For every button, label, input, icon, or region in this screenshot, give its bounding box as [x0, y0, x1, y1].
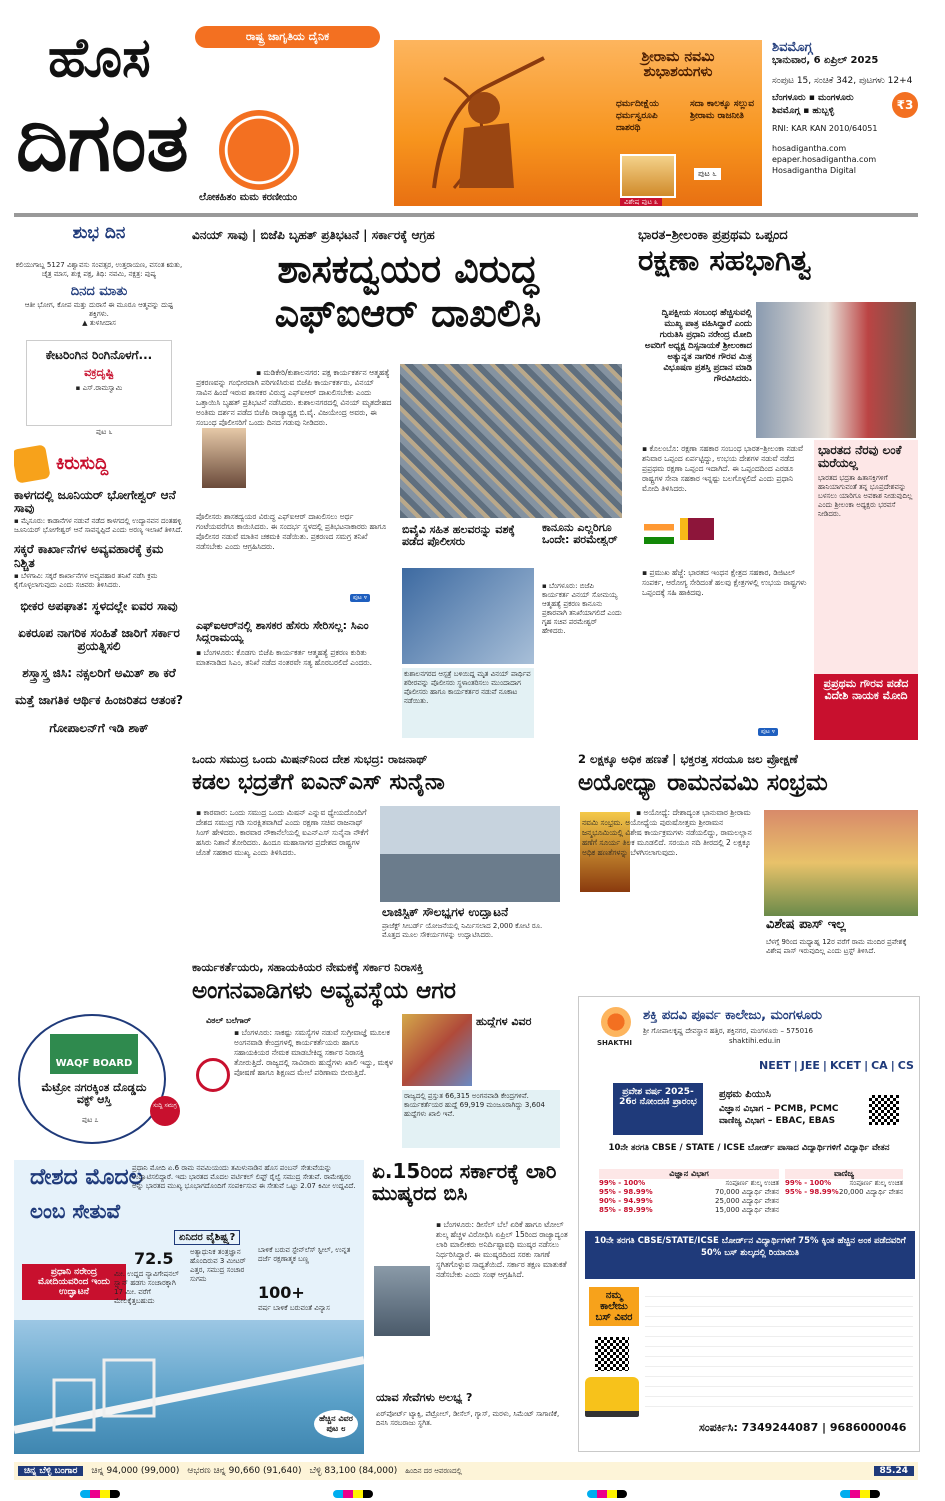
cmyk-mark-2 — [333, 1490, 373, 1498]
exam-4: CA — [871, 1059, 888, 1072]
kiru-item-1[interactable]: ಕಾಳಗದಲ್ಲಿ ಜೂನಿಯರ್ ಭೋಗೇಶ್ವರ್ ಆನೆ ಸಾವು — [14, 487, 176, 516]
footer-silver: ಬೆಳ್ಳಿ 83,100 (84,000) — [309, 1466, 398, 1476]
navy-body: ▪ ಕಾರವಾರ: ಒಂದು ಸಮುದ್ರ ಒಂದು ಮಿಷನ್ ಎನ್ನುವ ಧ್ಯೇಯದೊಂದಿಗೆ ದೇಶದ ಸಮುದ್ರ ಗಡಿ ಸುರಕ್ಷಿತವಾಗಿದೆ ಎಂದು ರಕ್ಷಣಾ ಸಚಿವ ರಾಜನಾಥ್ ಸಿಂಗ್ ಹೇಳಿದರು. ಕಾರವಾರ ನೌಕಾನೆಲೆಯಲ್ಲಿ ಐಎನ್‌ಎಸ್ ಸುನೈನಾ ನೌಕೆಗೆ ಹಸಿರು ನಿಶಾನೆ ತೋರಿದರು. ಹಿಂದೂ ಮಹಾಸಾಗರ ಪ್ರದೇಶದ ರಾಷ್ಟ್ರಗಳ ಜೊತೆ ಸಹಕಾರ ಮುಖ್ಯ ಎಂದು ತಿಳಿಸಿದರು. — [196, 808, 369, 857]
waqf-box[interactable] — [18, 1014, 166, 1144]
anganwadi-byline: ವಿಠಲ್ ಬಲೆಗಾರ್ — [206, 1016, 251, 1025]
lead-sub3-headline: ಎಫ್‌ಐಆರ್‌ನಲ್ಲಿ ಶಾಸಕರ ಹೆಸರು ಸೇರಿಸಲ್ಲ: ಸಿಎಂ ಸಿದ್ದರಾಮಯ್ಯ — [196, 620, 369, 645]
lead-sub1-photo — [402, 568, 534, 664]
srilanka-story — [638, 228, 920, 744]
exam-list: NEET | JEE | KCET | CA | CS — [759, 1059, 914, 1072]
price-badge — [892, 92, 918, 118]
bridge-stat-1: 72.5 — [134, 1250, 174, 1268]
footer-gold: ಚಿನ್ನ 94,000 (99,000) — [91, 1466, 180, 1476]
admission-box — [613, 1083, 703, 1135]
link-epaper[interactable]: epaper.hosadigantha.com — [772, 155, 877, 164]
bus-qr-icon[interactable] — [595, 1337, 629, 1371]
ad-web: shaktihi.edu.in — [729, 1037, 781, 1045]
lead-more-tag[interactable]: ಪುಟ ೪ — [350, 594, 370, 602]
anganwadi-facts-headline: ಹುದ್ದೆಗಳ ವಿವರ — [476, 1016, 532, 1028]
anganwadi-body: ▪ ಬೆಂಗಳೂರು: ಸಾಕಷ್ಟು ಸಮಸ್ಯೆಗಳ ನಡುವೆ ಸುಗ್ರೀವಾಜ್ಞೆ ಮೂಲಕ ಅಂಗನವಾಡಿ ಕೇಂದ್ರಗಳಲ್ಲಿ ಕಾರ್ಯಕರ್ತೆಯರು ಹಾಗೂ ಸಹಾಯಕಿಯರ ನೇಮಕ ಮಾಡಬೇಕಿದ್ದ ಸರ್ಕಾರ ನಿರಾಸಕ್ತಿ ತೋರುತ್ತಿದೆ. ರಾಜ್ಯದಲ್ಲಿ ಸಾವಿರಾರು ಹುದ್ದೆಗಳು ಖಾಲಿ ಇದ್ದು, ಮಕ್ಕಳ ಪೋಷಣೆ ಹಾಗೂ ಶಿಕ್ಷಣದ ಮೇಲೆ ಪರಿಣಾಮ ಬೀರುತ್ತಿದೆ. — [234, 1028, 393, 1077]
kiru-header — [14, 447, 184, 481]
link-website[interactable]: hosadigantha.com — [772, 144, 847, 153]
ayodhya-sub-body: ಬೆಳಗ್ಗೆ 9ರಿಂದ ಮಧ್ಯಾಹ್ನ 12ರ ವರೆಗೆ ರಾಮ ಮಂದಿರ ಪ್ರವೇಶಕ್ಕೆ ವಿಶೇಷ ಪಾಸ್ ಇರುವುದಿಲ್ಲ ಎಂದು ಟ್ರಸ್ಟ್ ತಿಳಿಸಿದೆ. — [766, 938, 907, 955]
dina-mathu-title: ದಿನದ ಮಾತು — [70, 283, 128, 299]
sci-row-2-range: 95% - 98.99% — [599, 1188, 653, 1196]
lorry-story — [372, 1160, 570, 1454]
sci-row-2-val: 70,000 ವಿದ್ಯಾರ್ಥಿ ವೇತನ — [715, 1188, 779, 1196]
ayodhya-kicker: 2 ಲಕ್ಷಕ್ಕೂ ಅಧಿಕ ಹಣತೆ | ಭಕ್ತರತ್ತ ಸರಯೂ ಜಲ ಪ್ರೋಕ್ಷಣೆ — [578, 752, 798, 766]
ad-bus-details-title: ನಮ್ಮ ಕಾಲೇಜು ಬಸ್ ವಿವರ — [589, 1287, 639, 1326]
panchanga: ಕಲಿಯುಗಾಬ್ದ 5127 ವಿಶ್ವಾವಸು ಸಂವತ್ಸರ, ಉತ್ತರಾಯಣ, ವಸಂತ ಋತು, ಚೈತ್ರ ಮಾಸ, ಶುಕ್ಲ ಪಕ್ಷ, ತಿಥಿ: ನವಮಿ, ನಕ್ಷತ್ರ: ಪುಷ್ಯ — [15, 260, 183, 278]
sci-row-1-val: ಸಂಪೂರ್ಣ ಶುಲ್ಕ ಉಚಿತ — [725, 1179, 779, 1187]
lead-headline-1: ಶಾಸಕದ್ವಯರ ವಿರುದ್ಧ — [277, 247, 539, 291]
ad-scholarship: 10ನೇ ತರಗತಿ CBSE / STATE / ICSE ಬೋರ್ಡ್ ಪಾಸಾದ ವಿದ್ಯಾರ್ಥಿಗಳಿಗೆ ವಿದ್ಯಾರ್ಥಿ ವೇತನ — [608, 1143, 890, 1153]
sci-row-3 — [599, 1197, 779, 1206]
masthead — [14, 26, 918, 216]
navy-sub-headline: ಲಾಜಿಸ್ಟಿಕ್ ಸೌಲಭ್ಯಗಳ ಉದ್ಘಾಟನೆ — [382, 906, 509, 919]
srilanka-headline: ರಕ್ಷಣಾ ಸಹಭಾಗಿತ್ವ — [638, 243, 812, 277]
ad-college-name: ಶಕ್ತಿ ಪದವಿ ಪೂರ್ವ ಕಾಲೇಜು, ಮಂಗಳೂರು — [643, 1009, 823, 1023]
banner-text-1: ಧರ್ಮದೀಕ್ಷೆಯ ಧರ್ಮಸ್ವರೂಪಿ ದಾಶರಥಿ — [616, 99, 659, 133]
bridge-vishesha: ಏನಿದರ ವೈಶಿಷ್ಟ್ಯ? — [174, 1230, 240, 1245]
edition-issue: ಸಂಪುಟ 15, ಸಂಚಿಕೆ 342, ಪುಟಗಳು 12+4 — [772, 76, 913, 86]
bridge-photo — [14, 1320, 364, 1454]
hand-icon — [14, 444, 51, 483]
srilanka-body-2: ▪ ಪ್ರಮುಖ ಹೆಜ್ಜೆ: ಭಾರತದ ಇಂಧನ ಕ್ಷೇತ್ರದ ಸಹಕಾರ, ಡಿಜಿಟಲ್ ಸಂಪರ್ಕ, ಆರೋಗ್ಯ ಸೇರಿದಂತೆ ಹಲವು ಕ್ಷೇತ್ರಗಳಲ್ಲಿ ಉಭಯ ರಾಷ್ಟ್ರಗಳು ಒಪ್ಪಂದಕ್ಕೆ ಸಹಿ ಹಾಕಿದವು. — [642, 568, 807, 597]
masthead-name-top: ಹೊಸ — [48, 28, 151, 88]
sci-row-3-val: 25,000 ವಿದ್ಯಾರ್ಥಿ ವೇತನ — [715, 1197, 779, 1205]
anganwadi-logo-icon — [196, 1058, 230, 1092]
price-text: ₹3 — [896, 98, 914, 112]
navy-headline: ಕಡಲ ಭದ್ರತೆಗೆ ಐಎನ್‌ಎಸ್ ಸುನೈನಾ — [192, 770, 445, 795]
sci-row-1 — [599, 1179, 779, 1188]
bridge-headline-2: ಲಂಬ ಸೇತುವೆ — [30, 1200, 121, 1222]
waqf-label: WAQF BOARD — [55, 1058, 133, 1069]
exam-3: KCET — [829, 1059, 862, 1072]
srilanka-side-headline: ಭಾರತದ ನೆರವು ಲಂಕೆ ಮರೆಯಲ್ಲ — [818, 443, 902, 471]
bridge-sub: ಪ್ರಧಾನಿ ನರೇಂದ್ರ ಮೋದಿಯವರಿಂದ ಇಂದು ಉದ್ಘಾಟನೆ — [22, 1264, 126, 1300]
sci-row-4 — [599, 1206, 779, 1215]
anganwadi-story — [192, 960, 564, 1152]
ayodhya-body: ▪ ಅಯೋಧ್ಯೆ: ದೇಶಾದ್ಯಂತ ಭಾನುವಾರ ಶ್ರೀರಾಮ ನವಮಿ ಸಂಭ್ರಮ. ಅಯೋಧ್ಯೆಯ ಪುರುಷೋತ್ತಮ ಶ್ರೀರಾಮನ ಜನ್ಮಭೂಮಿಯಲ್ಲಿ ವಿಶೇಷ ಕಾರ್ಯಕ್ರಮಗಳು ನಡೆಯಲಿದ್ದು, ರಾಮಲಲ್ಲಾನ ಹಣೆಗೆ ಸೂರ್ಯ ತಿಲಕ ಮೂಡಲಿದೆ. ಸರಯೂ ನದಿ ತೀರದಲ್ಲಿ 2 ಲಕ್ಷಕ್ಕೂ ಅಧಿಕ ಹಣತೆಗಳನ್ನು ಬೆಳಗಿಸಲಾಗುವುದು. — [582, 808, 752, 857]
left-column — [14, 224, 184, 1152]
puc-label: ಪ್ರಥಮ ಪಿಯುಸಿ — [719, 1089, 771, 1100]
column-headline: ಕೇಟರಿಂಗಿನ ರಿಂಗಿನೊಳಗೆ... — [45, 347, 153, 362]
sci-row-1-range: 99% - 100% — [599, 1179, 646, 1187]
lead-protest-photo — [400, 364, 622, 518]
qr-code-icon[interactable] — [869, 1095, 899, 1125]
sci-row-4-val: 15,000 ವಿದ್ಯಾರ್ಥಿ ವೇತನ — [715, 1206, 779, 1214]
sci-row-2 — [599, 1188, 779, 1197]
link-digital[interactable]: Hosadigantha Digital — [772, 166, 856, 175]
edition-3[interactable]: ಶಿವಮೊಗ್ಗ — [772, 106, 800, 116]
com-row-1-val: ಸಂಪೂರ್ಣ ಶುಲ್ಕ ಉಚಿತ — [849, 1179, 903, 1187]
exam-2: JEE — [800, 1059, 820, 1072]
anganwadi-children-photo — [402, 1014, 472, 1086]
com-table — [785, 1169, 903, 1197]
rni: RNI: KAR KAN 2010/64051 — [772, 124, 878, 133]
srilanka-body: ▪ ಕೊಲಂಬೊ: ರಕ್ಷಣಾ ಸಹಕಾರ ಸಂಬಂಧ ಭಾರತ–ಶ್ರೀಲಂಕಾ ನಡುವೆ ಶನಿವಾರ ಒಪ್ಪಂದ ಏರ್ಪಟ್ಟಿದ್ದು, ಉಭಯ ದೇಶಗಳ ನಡುವೆ ನಡೆದ ಪ್ರಪ್ರಥಮ ರಕ್ಷಣಾ ಒಪ್ಪಂದ ಇದಾಗಿದೆ. ಈ ಒಪ್ಪಂದದಿಂದ ಎರಡೂ ರಾಷ್ಟ್ರಗಳ ಸೇನಾ ಸಹಕಾರ ಇನ್ನಷ್ಟು ಬಲಗೊಳ್ಳಲಿದೆ ಎಂದು ಪ್ರಧಾನಿ ಮೋದಿ ತಿಳಿಸಿದರು. — [642, 444, 804, 493]
lead-sub2-headline: ಕಾನೂನು ಎಲ್ಲರಿಗೂ ಒಂದೇ: ಪರಮೇಶ್ವರ್ — [542, 522, 618, 547]
masthead-name-bottom: ದಿಗಂತ — [16, 98, 189, 186]
slogan-text: ರಾಷ್ಟ್ರ ಜಾಗೃತಿಯ ದೈನಿಕ — [245, 30, 330, 43]
cmyk-mark-1 — [80, 1490, 120, 1498]
banner-special-text: ವಿಶೇಷ ಪುಟ ೩ — [624, 198, 659, 206]
navy-ship-photo — [380, 806, 560, 902]
anganwadi-headline: ಅಂಗನವಾಡಿಗಳು ಅವ್ಯವಸ್ಥೆಯ ಆಗರ — [192, 978, 456, 1004]
slogan-badge — [195, 26, 380, 48]
edition-4[interactable]: ಹುಬ್ಬಳ್ಳಿ — [812, 106, 835, 116]
waqf-page: ಪುಟ ೭ — [82, 1116, 99, 1124]
award-text: ಪ್ರಪ್ರಥಮ ಗೌರವ ಪಡೆದ ವಿದೇಶಿ ನಾಯಕ ಮೋದಿ — [823, 677, 909, 703]
ad-streams: ವಿಜ್ಞಾನ ವಿಭಾಗ – PCMB, PCMC ವಾಣಿಜ್ಯ ವಿಭಾಗ – EBAC, EBAS — [719, 1104, 839, 1126]
logo-sun-icon — [219, 110, 299, 190]
shubha-dina-title: ಶುಭ ದಿನ — [72, 224, 126, 243]
bridge-body: ಪ್ರಧಾನಿ ಮೋದಿ ಏ.6 ರಾಮ ನವಮಿಯಂದು ತಮಿಳುನಾಡಿನ ಹೊಸ ಪಂಬನ್ ಸೇತುವೆಯನ್ನು ಉದ್ಘಾಟಿಸಲಿದ್ದಾರೆ. ಇದು ಭಾರತದ ಮೊದಲ ವರ್ಟಿಕಲ್ ಲಿಫ್ಟ್ ರೈಲ್ವೆ ಸಮುದ್ರ ಸೇತುವೆ. ರಾಮೇಶ್ವರಂ ಅನ್ನು ಭಾರತದ ಮುಖ್ಯ ಭೂಭಾಗದೊಂದಿಗೆ ಸಂಪರ್ಕಿಸುವ ಈ ಸೇತುವೆ ಒಟ್ಟು 2.07 ಕಿಮೀ ಉದ್ದವಿದೆ. — [132, 1164, 356, 1190]
lead-headline-2: ಎಫ್‌ಐಆರ್ ದಾಖಲಿಸಿ — [274, 290, 542, 335]
com-table-title: ವಾಣಿಜ್ಯ — [785, 1169, 903, 1179]
lorry-body: ▪ ಬೆಂಗಳೂರು: ಡೀಸೆಲ್ ಬೆಲೆ ಏರಿಕೆ ಹಾಗೂ ಟೋಲ್ ಶುಲ್ಕ ಹೆಚ್ಚಳ ವಿರೋಧಿಸಿ ಏಪ್ರಿಲ್ 15ರಿಂದ ರಾಜ್ಯಾದ್ಯಂತ ಲಾರಿ ಮಾಲೀಕರು ಅನಿರ್ದಿಷ್ಟಾವಧಿ ಮುಷ್ಕರ ನಡೆಸಲು ನಿರ್ಧರಿಸಿದ್ದಾರೆ. ಈ ಮುಷ್ಕರದಿಂದ ಸರಕು ಸಾಗಣೆ ಸ್ಥಗಿತಗೊಳ್ಳುವ ಸಾಧ್ಯತೆಯಿದೆ. ಸರ್ಕಾರ ತಕ್ಷಣ ಮಾತುಕತೆ ನಡೆಸಬೇಕು ಎಂದು ಸಂಘ ಆಗ್ರಹಿಸಿದೆ. — [436, 1220, 568, 1279]
dina-mathu-text: ಆತೀ ಭೋಗ, ಕೋಪ ಮತ್ತು ದುರಾಸೆ ಈ ಮೂರೂ ಆತ್ಮವನ್ನು ದುಷ್ಟ ಶಕ್ತಿಗಳು. — [24, 300, 174, 318]
column-box[interactable] — [26, 340, 172, 426]
bridge-stat-3-text: ಬಾಳಿಕೆ ಬರುವ ಸ್ಟೇನ್‌ಲೆಸ್ ಸ್ಟೀಲ್, ಉನ್ನತ ದರ್ಜೆ ರಕ್ಷಣಾತ್ಮಕ ಬಣ್ಣ — [258, 1246, 351, 1263]
india-flag-icon — [644, 524, 674, 544]
footer-note: ಹಿಂದಿನ ದರ ಆವರಣದಲ್ಲಿ — [405, 1466, 462, 1475]
com-row-1-range: 99% - 100% — [785, 1179, 832, 1187]
edition-2[interactable]: ಮಂಗಳೂರು — [818, 93, 854, 103]
bridge-story — [14, 1160, 364, 1454]
lead-kicker: ವಿನಯ್ ಸಾವು | ಬಿಜೆಪಿ ಬೃಹತ್ ಪ್ರತಿಭಟನೆ | ಸರ್ಕಾರಕ್ಕೆ ಆಗ್ರಹ — [192, 228, 435, 242]
column-name: ವಕ್ರದೃಷ್ಟಿ — [84, 366, 114, 380]
banner-special-tag — [620, 198, 662, 206]
kiru-body-2: ▪ ಬೆಳಗಾವಿ: ಸಕ್ಕರೆ ಕಾರ್ಖಾನೆಗಳ ಅವ್ಯವಹಾರ ತನಿಖೆ ನಡೆಸಿ ಕ್ರಮ ಕೈಗೊಳ್ಳಲಾಗುವುದು ಎಂದು ಸಚಿವರು ತಿಳಿಸಿದರು. — [14, 571, 158, 589]
ad-address: ಶ್ರೀ ಗೋಪಾಲಕೃಷ್ಣ ದೇವಸ್ಥಾನ ಹತ್ತಿರ, ಶಕ್ತಿನಗರ, ಮಂಗಳೂರು – 575016 — [643, 1027, 813, 1035]
bridge-stat-4: 100+ — [258, 1284, 305, 1302]
ad-bus-offer: 10ನೇ ತರಗತಿ CBSE/STATE/ICSE ಬೋರ್ಡ್‌ನ ವಿದ್ಯಾರ್ಥಿಗಳಿಗೆ 75% ಕ್ಕಿಂತ ಹೆಚ್ಚಿನ ಅಂಕ ಪಡೆದವರಿಗೆ 50% ಬಸ್ ಶುಲ್ಕದಲ್ಲಿ ರಿಯಾಯಿತಿ — [585, 1231, 915, 1279]
footer-gold2: ಆಭರಣ ಚಿನ್ನ 90,660 (91,640) — [187, 1466, 302, 1476]
admission-text: ಪ್ರವೇಶ ವರ್ಷ 2025-26ರ ನೋಂದಣಿ ಪ್ರಾರಂಭ — [619, 1087, 697, 1107]
dina-mathu-source: ▲ ತುಳಸೀದಾಸ — [82, 318, 116, 327]
footer-label: ಚಿನ್ನ ಬೆಳ್ಳಿ ಬಂಗಾರ — [18, 1466, 83, 1476]
sci-table — [599, 1169, 779, 1215]
lead-sub2-body: ▪ ಬೆಂಗಳೂರು: ಬಿಜೆಪಿ ಕಾರ್ಯಕರ್ತ ವಿನಯ್ ಸೋಮಯ್ಯ ಆತ್ಮಹತ್ಯೆ ಪ್ರಕರಣ ಕಾನೂನು ಪ್ರಕಾರವಾಗಿ ತನಿಖೆಯಾಗಲಿದೆ ಎಂದು ಗೃಹ ಸಚಿವ ಪರಮೇಶ್ವರ್ ಹೇಳಿದರು. — [542, 582, 622, 635]
rama-idol-thumb — [620, 154, 676, 198]
srilanka-side — [814, 440, 918, 680]
ramanavami-banner — [394, 40, 762, 206]
lorry-sub-body: ಏರ್‌ಪೋರ್ಟ್ ಟ್ಯಾಕ್ಸಿ, ಪೆಟ್ರೋಲ್, ಡೀಸೆಲ್, ಗ್ಯಾಸ್, ಮರಳು, ಸಿಮೆಂಟ್ ಸಾಗಾಣಿಕೆ, ದಿನಸಿ ಸರಬರಾಜು ಸ್ಥಗಿತ. — [376, 1410, 560, 1427]
tagline: ಲೋಕಹಿತಂ ಮಮ ಕರಣೀಯಂ — [199, 192, 298, 203]
navy-story — [192, 752, 564, 952]
ayodhya-headline: ಅಯೋಧ್ಯಾ ರಾಮನವಮಿ ಸಂಭ್ರಮ — [578, 770, 828, 796]
cmyk-mark-4 — [840, 1490, 880, 1498]
kiru-item-2[interactable]: ಸಕ್ಕರೆ ಕಾರ್ಖಾನೆಗಳ ಅವ್ಯವಹಾರಕ್ಕೆ ಕ್ರಮ ನಿಶ್ಚಿತ — [14, 542, 164, 570]
srilanka-flag-icon — [680, 518, 714, 540]
anganwadi-kicker: ಕಾರ್ಯಕರ್ತೆಯರು, ಸಹಾಯಕಿಯರ ನೇಮಕಕ್ಕೆ ಸರ್ಕಾರ ನಿರಾಸಕ್ತಿ — [192, 960, 424, 974]
sudhi-samagra-badge — [150, 1096, 180, 1126]
shakthi-logo-icon — [601, 1007, 631, 1037]
edition-city: ಶಿವಮೊಗ್ಗ — [772, 40, 813, 55]
ayodhya-story — [578, 752, 920, 986]
rama-archer-icon — [414, 48, 554, 198]
exam-1: NEET — [759, 1059, 791, 1072]
srilanka-more-tag[interactable]: ಪುಟ ೪ — [758, 728, 778, 736]
bridge-more-tag[interactable]: ಹೆಚ್ಚಿನ ವಿವರ ಪುಟ ೮ — [314, 1410, 358, 1438]
masthead-rule — [14, 213, 918, 217]
navy-sub-body: ಪ್ರಾಜೆಕ್ಟ್ ಸೀಬರ್ಡ್ ಯೋಜನೆಯಲ್ಲಿ ನಿರ್ಮಿಸಲಾದ 2,000 ಕೋಟಿ ರೂ. ಮೊತ್ತದ ಮೂಲ ಸೌಕರ್ಯಗಳನ್ನು ಉದ್ಘಾಟಿಸಿದರು. — [382, 922, 543, 939]
bridge-stat-4-text: ವರ್ಷ ಬಾಳಿಕೆ ಬರುವಂತೆ ವಿನ್ಯಾಸ — [258, 1304, 330, 1312]
modi-dissanayake-photo — [756, 302, 916, 438]
kiru-item-7[interactable]: ಗೋಪಾಲನ್‌ಗೆ ಇಡಿ ಶಾಕ್ — [49, 720, 149, 735]
column-author: ▪ ಎಸ್.ರಾಮಸ್ವಾಮಿ — [75, 384, 123, 393]
column-page: ಪುಟ ೬ — [96, 427, 113, 436]
sci-row-3-range: 90% - 94.99% — [599, 1197, 653, 1205]
exam-5: CS — [897, 1059, 914, 1072]
bus-icon — [585, 1377, 639, 1417]
anganwadi-facts: ರಾಜ್ಯದಲ್ಲಿ ಪ್ರಸ್ತುತ 66,315 ಅಂಗನವಾಡಿ ಕೇಂದ್ರಗಳಿವೆ. ಕಾರ್ಯಕರ್ತೆಯರ ಹುದ್ದೆ 69,919 ಮಂಜೂರಾಗಿದ್ದು 3,604 ಹುದ್ದೆಗಳು ಖಾಲಿ ಇವೆ. — [402, 1090, 560, 1148]
com-row-2 — [785, 1188, 903, 1197]
bridge-stat-1-text: ಮೀ. ಉದ್ದದ ನ್ಯಾವಿಗೇಷನಲ್ ಸ್ಪ್ಯಾನ್ ಹಡಗು ಸಂಚಾರಕ್ಕಾಗಿ 17 ಮೀ. ವರೆಗೆ ಮೇಲಕ್ಕೆತ್ತಬಹುದು — [114, 1270, 179, 1305]
bus-routes — [645, 1287, 913, 1411]
sudhi-text: ಸುದ್ದಿ ಸಮಗ್ರ — [153, 1102, 177, 1109]
edition-date: ಭಾನುವಾರ, 6 ಏಪ್ರಿಲ್ 2025 — [772, 55, 879, 66]
srilanka-quote: ದ್ವಿಪಕ್ಷೀಯ ಸಂಬಂಧ ಹೆಚ್ಚಿಸುವಲ್ಲಿ ಮುಖ್ಯ ಪಾತ್ರ ವಹಿಸಿದ್ದಾರೆ ಎಂದು ಗುರುತಿಸಿ ಪ್ರಧಾನಿ ನರೇಂದ್ರ ಮೋದಿ ಅವರಿಗೆ ಅಧ್ಯಕ್ಷ ದಿಸ್ಸನಾಯಕೆ ಶ್ರೀಲಂಕಾದ ಅತ್ಯುನ್ನತ ನಾಗರಿಕ ಗೌರವ ಮಿತ್ರ ವಿಭೂಷಣ ಪ್ರಶಸ್ತಿ ಪ್ರದಾನ ಮಾಡಿ ಗೌರವಿಸಿದರು. — [644, 308, 752, 384]
lead-body-2: ಪೊಲೀಸರು ಶಾಸಕದ್ವಯರ ವಿರುದ್ಧ ಎಫ್‌ಐಆರ್ ದಾಖಲಿಸಲು ಅರ್ಧ ಗಂಟೆಯವರೆಗೂ ಕಾಯಿಸಿದರು. ಈ ಸಂದರ್ಭ ಸ್ಥಳದಲ್ಲಿ ಪ್ರತಿಭಟನಾಕಾರರು ಹಾಗೂ ಪೊಲೀಸರ ನಡುವೆ ಮಾತಿನ ಚಕಮಕಿ ನಡೆಯಿತು. ಪ್ರಕರಣದ ಸಮಗ್ರ ತನಿಖೆ ನಡೆಸಬೇಕು ಎಂದು ಆಗ್ರಹಿಸಿದರು. — [196, 512, 387, 551]
banner-greeting: ಶ್ರೀರಾಮ ನವಮಿ ಶುಭಾಶಯಗಳು — [641, 50, 715, 81]
kiru-item-5[interactable]: ಶಸ್ತ್ರಾಸ್ತ್ರ ಜಿಸಿ: ನಕ್ಸಲರಿಗೆ ಅಮಿತ್ ಶಾ ಕರೆ — [22, 666, 176, 681]
bridge-stat-2-text: ಅತ್ಯಾಧುನಿಕ ತಂತ್ರಜ್ಞಾನ ಹೊಂದಿರುವ 3 ಮೀಟರ್ ಎತ್ತರ, ಸಮುದ್ರ ಸಂಚಾರ ಸುಗಮ — [190, 1248, 246, 1283]
srilanka-side-body: ಭಾರತದ ಭದ್ರತಾ ಹಿತಾಸಕ್ತಿಗಳಿಗೆ ಹಾನಿಯಾಗುವಂತೆ ತನ್ನ ಭೂಪ್ರದೇಶವನ್ನು ಬಳಸಲು ಯಾರಿಗೂ ಅವಕಾಶ ನೀಡುವುದಿಲ್ಲ ಎಂದು ಶ್ರೀಲಂಕಾ ಅಧ್ಯಕ್ಷರು ಭರವಸೆ ನೀಡಿದರು. — [818, 474, 913, 519]
kiru-title: ಕಿರುಸುದ್ದಿ — [56, 453, 109, 475]
ad-brand: SHAKTHI — [597, 1039, 632, 1047]
lorry-headline: ಏ.15ರಿಂದ ಸರ್ಕಾರಕ್ಕೆ ಲಾರಿ ಮುಷ್ಕರದ ಬಿಸಿ — [372, 1160, 557, 1205]
cmyk-mark-3 — [587, 1490, 627, 1498]
kiru-item-3[interactable]: ಭೀಕರ ಅಪಘಾತ: ಸ್ಥಳದಲ್ಲೇ ಐವರ ಸಾವು — [20, 598, 178, 613]
lead-sub1-body: ಕುಶಾಲನಗರದ ಆಸ್ಪತ್ರೆ ಬಳಿಯಿದ್ದ ಮೃತ ವಿನಯ್ ಪಾರ್ಥಿವ ಶರೀರವನ್ನು ಪೊಲೀಸರು ಸ್ಥಳಾಂತರಿಸಲು ಮುಂದಾದಾಗ ಪೊಲೀಸರು ಹಾಗೂ ಕಾರ್ಯಕರ್ತರ ನಡುವೆ ನೂಕಾಟ ನಡೆಯಿತು. — [402, 668, 534, 738]
com-row-2-range: 95% - 98.99% — [785, 1188, 839, 1196]
ad-contact[interactable]: ಸಂಪರ್ಕಿಸಿ: 7349244087 | 9686000046 — [699, 1421, 907, 1434]
college-ad[interactable] — [578, 996, 920, 1452]
award-box — [814, 674, 918, 740]
banner-text-2: ಸದಾ ಕಾಲಕ್ಕೂ ಸಲ್ಲುವ ಶ್ರೀರಾಮ ರಾಜನೀತಿ — [690, 99, 755, 121]
banner-page-text: ಪುಟ ೬ — [698, 169, 717, 178]
sci-row-4-range: 85% - 89.99% — [599, 1206, 653, 1214]
footer-exchange: 85.24 — [874, 1466, 914, 1476]
edition-info: ಶಿವಮೊಗ್ಗ ಭಾನುವಾರ, 6 ಏಪ್ರಿಲ್ 2025 ಸಂಪುಟ 15, ಸಂಚಿಕೆ 342, ಪುಟಗಳು 12+4 ಬೆಂಗಳೂರು ▪ ಮಂಗಳೂರು ಶಿವಮೊಗ್ಗ ▪ ಹುಬ್ಬಳ್ಳಿ ₹3 RNI: KAR KAN 2010/64051 hosadigantha.com epaper.hosadigantha.com Hosadigantha Digital — [772, 40, 918, 210]
kiru-item-6[interactable]: ಮತ್ತೆ ಜಾಗತಿಕ ಆರ್ಥಿಕ ಹಿಂಜರಿತದ ಆತಂಕ? — [15, 693, 183, 708]
sci-table-title: ವಿಜ್ಞಾನ ವಿಭಾಗ — [599, 1169, 779, 1179]
lead-sub1-headline: ಬಿವೈವಿ ಸಹಿತ ಹಲವರನ್ನು ವಶಕ್ಕೆ ಪಡೆದ ಪೊಲೀಸರು — [402, 524, 515, 549]
lead-sub3-body: ▪ ಬೆಂಗಳೂರು: ಕೊಡಗು ಬಿಜೆಪಿ ಕಾರ್ಯಕರ್ತ ಆತ್ಮಹತ್ಯೆ ಪ್ರಕರಣ ಕುರಿತು ಮಾತನಾಡಿದ ಸಿಎಂ, ತನಿಖೆ ನಡೆದ ನಂತರವೇ ಸತ್ಯ ಹೊರಬರಲಿದೆ ಎಂದರು. — [196, 648, 372, 667]
ayodhya-sub-headline: ವಿಶೇಷ ಪಾಸ್ ಇಲ್ಲ — [766, 918, 847, 932]
srilanka-kicker: ಭಾರತ–ಶ್ರೀಲಂಕಾ ಪ್ರಪ್ರಥಮ ಒಪ್ಪಂದ — [638, 228, 788, 243]
lorry-sub-headline: ಯಾವ ಸೇವೆಗಳು ಅಲಭ್ಯ ? — [376, 1392, 473, 1404]
ayodhya-temple-photo — [764, 810, 918, 916]
banner-page-tag — [694, 168, 721, 180]
waqf-board-sign — [50, 1034, 138, 1074]
registration-marks — [80, 1490, 880, 1498]
kiru-item-4[interactable]: ಏಕರೂಪ ನಾಗರಿಕ ಸಂಹಿತೆ ಜಾರಿಗೆ ಸರ್ಕಾರ ಪ್ರಯತ್ನಿಸಲಿ — [18, 625, 180, 654]
navy-kicker: ಒಂದು ಸಮುದ್ರ ಒಂದು ಮಿಷನ್‌ನಿಂದ ದೇಶ ಸುಭದ್ರ: ರಾಜನಾಥ್ — [192, 752, 428, 766]
footer-rates — [14, 1462, 918, 1480]
bridge-headline-1: ದೇಶದ ಮೊದಲ — [30, 1166, 143, 1190]
com-row-2-val: 20,000 ವಿದ್ಯಾರ್ಥಿ ವೇತನ — [839, 1188, 903, 1196]
com-row-1 — [785, 1179, 903, 1188]
lead-body: ▪ ಮಡಿಕೇರಿ/ಕುಶಾಲನಗರ: ಪಕ್ಷ ಕಾರ್ಯಕರ್ತನ ಆತ್ಮಹತ್ಯೆ ಪ್ರಕರಣವನ್ನು ಗಂಭೀರವಾಗಿ ಪರಿಗಣಿಸಿರುವ ಬಿಜೆಪಿ ಕಾರ್ಯಕರ್ತರು, ವಿನಯ್ ಸಾವಿನ ಹಿಂದೆ ಇರುವ ಶಾಸಕರ ವಿರುದ್ಧ ಎಫ್‌ಐಆರ್ ದಾಖಲಿಸಬೇಕು ಎಂದು ಒತ್ತಾಯಿಸಿ ಬೃಹತ್ ಪ್ರತಿಭಟನೆ ನಡೆಸಿದರು. ಕುಶಾಲನಗರದಲ್ಲಿ ವಿನಯ್ ಮೃತದೇಹದ ಅಂತಿಮ ದರ್ಶನ ಪಡೆದ ಬಿಜೆಪಿ ರಾಜ್ಯಾಧ್ಯಕ್ಷ ಬಿ.ವೈ. ವಿಜಯೇಂದ್ರ ಅವರು, ಈ ಸಂಬಂಧ ಪೊಲೀಸರಿಗೆ ಒಂದು ದಿನದ ಗಡುವು ನೀಡಿದರು. — [196, 368, 392, 427]
edition-1[interactable]: ಬೆಂಗಳೂರು — [772, 93, 806, 103]
lead-story — [192, 228, 624, 744]
kiru-body-1: ▪ ಮೈಸೂರು: ಕಾಡಾನೆಗಳ ನಡುವೆ ನಡೆದ ಕಾಳಗದಲ್ಲಿ ಉದ್ಯಾನವನ ದಂತಹಳ್ಳಿ ಜೂನಿಯರ್ ಭೋಗೇಶ್ವರ್ ಆನೆ ಸಾವನ್ನಪ್ಪಿದೆ ಎಂದು ಅರಣ್ಯ ಇಲಾಖೆ ತಿಳಿಸಿದೆ. — [14, 517, 183, 535]
waqf-headline: ಮೆಟ್ರೋ ನಗರಕ್ಕಿಂತ ದೊಡ್ಡದು ವಕ್ಫ್ ಆಸ್ತಿ — [41, 1081, 147, 1107]
